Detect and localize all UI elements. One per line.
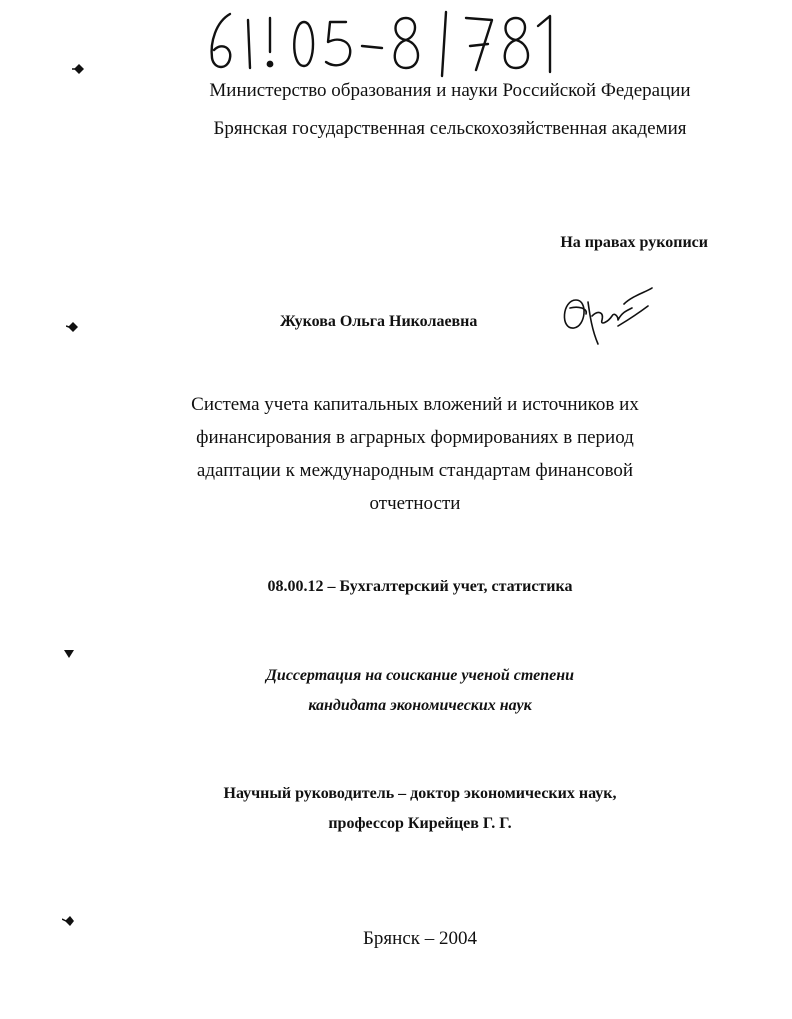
- supervisor-line1: Научный руководитель – доктор экономических наук,: [223, 785, 617, 802]
- city-year: Брянск – 2004: [363, 928, 477, 949]
- academy-heading: Брянская государственная сельскохозяйственная академия: [213, 118, 687, 139]
- margin-mark-icon: [66, 320, 80, 334]
- specialty-code: 08.00.12 – Бухгалтерский учет, статистика: [267, 578, 573, 595]
- author-name: Жукова Ольга Николаевна: [280, 313, 478, 330]
- title-line: Система учета капитальных вложений и источников их: [191, 394, 639, 415]
- margin-mark-icon: [62, 645, 76, 659]
- ministry-heading: Министерство образования и науки Российской Федерации: [209, 80, 691, 101]
- margin-mark-icon: [72, 62, 86, 76]
- title-line: адаптации к международным стандартам финансовой: [196, 460, 634, 481]
- supervisor-line2: профессор Кирейцев Г. Г.: [328, 815, 512, 832]
- title-line: финансирования в аграрных формированиях в период: [196, 427, 634, 448]
- title-line: отчетности: [369, 493, 461, 514]
- author-signature: [558, 286, 658, 350]
- margin-mark-icon: [62, 914, 76, 928]
- manuscript-rights-label: На правах рукописи: [560, 234, 708, 251]
- dissertation-degree-line1: Диссертация на соискание ученой степени: [266, 667, 574, 684]
- handwritten-catalog-number: [196, 8, 576, 78]
- dissertation-degree-line2: кандидата экономических наук: [308, 697, 532, 714]
- dissertation-title: [150, 388, 680, 520]
